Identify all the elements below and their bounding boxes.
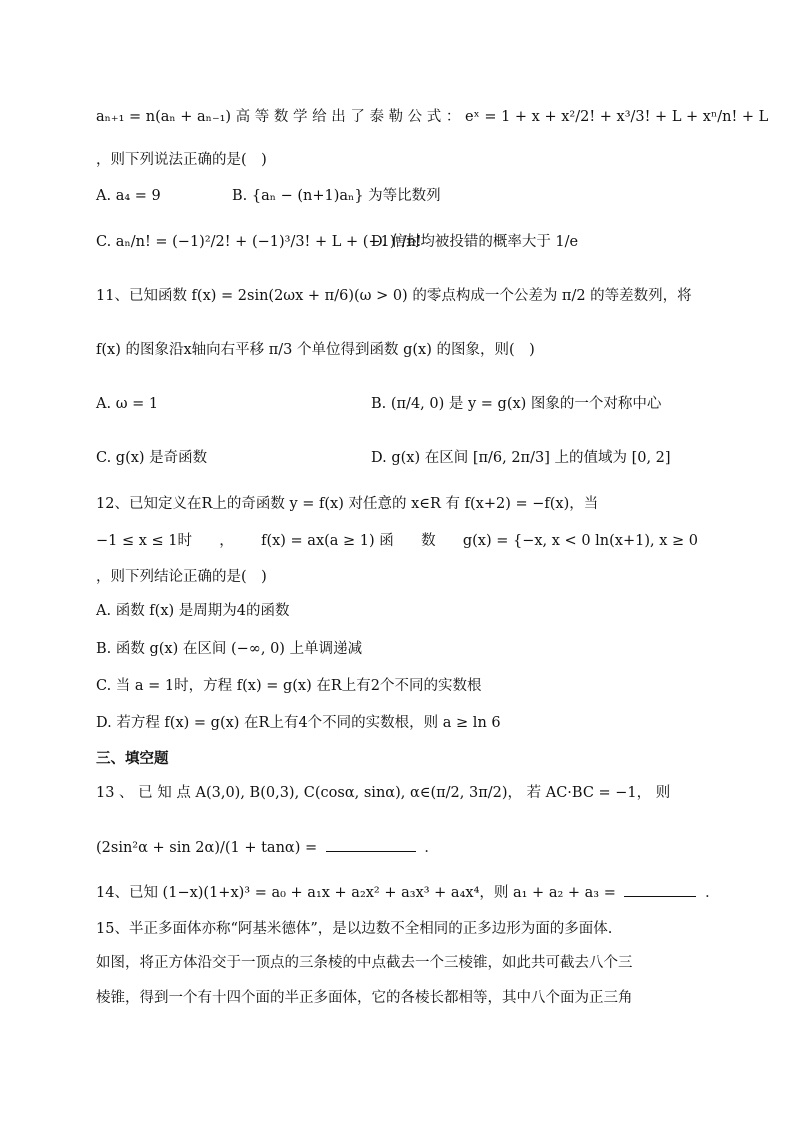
q12-condition: −1 ≤ x ≤ 1时 xyxy=(96,533,193,549)
q14-answer-blank[interactable] xyxy=(624,882,696,897)
q11-option-b: B. (π/4, 0) 是 y = g(x) 图象的一个对称中心 xyxy=(371,396,662,412)
question-12-line-2 xyxy=(96,530,698,552)
q12-option-a: A. 函数 f(x) 是周期为4的函数 xyxy=(96,603,290,619)
question-12-prompt: ，则下列结论正确的是( ) xyxy=(96,569,267,585)
q11-option-d: D. g(x) 在区间 [π/6, 2π/3] 上的值域为 [0, 2] xyxy=(371,450,671,466)
question-11-line-1: 11、已知函数 f(x) = 2sin(2ωx + π/6)(ω > 0) 的零点构成一个公差为 π/2 的等差数列，将 xyxy=(96,288,692,304)
text-line-question-prompt: ，则下列说法正确的是( ) xyxy=(96,152,267,168)
section-heading-fill-in: 三、填空题 xyxy=(96,751,169,767)
q13-expression: (2sin²α + sin 2α)/(1 + tanα) = xyxy=(96,840,318,856)
option-a: A. a₄ = 9 xyxy=(96,188,161,204)
q12-option-b: B. 函数 g(x) 在区间 (−∞, 0) 上单调递减 xyxy=(96,641,363,657)
question-15-line-1: 15、半正多面体亦称“阿基米德体”，是以边数不全相同的正多边形为面的多面体. xyxy=(96,921,613,937)
option-d: D. 信封均被投错的概率大于 1/e xyxy=(371,234,579,250)
question-14-line xyxy=(96,882,720,904)
question-13-line-2 xyxy=(96,837,698,859)
question-15-line-3: 棱锥，得到一个有十四个面的半正多面体，它的各棱长都相等，其中八个面为正三角 xyxy=(96,990,633,1006)
question-15-line-2: 如图，将正方体沿交于一顶点的三条棱的中点截去一个三棱锥，如此共可截去八个三 xyxy=(96,955,633,971)
q11-option-a: A. ω = 1 xyxy=(96,396,159,412)
q12-comma: ， xyxy=(219,533,234,549)
option-b: B. {aₙ − (n+1)aₙ} 为等比数列 xyxy=(232,188,441,204)
option-c: C. aₙ/n! = (−1)²/2! + (−1)³/3! + L + (−1)ⁿ/n! xyxy=(96,234,422,250)
text-line-taylor: aₙ₊₁ = n(aₙ + aₙ₋₁) 高 等 数 学 给 出 了 泰 勒 公 式 ： eˣ = 1 + x + x²/2! + x³/3! + L + xⁿ/n! + L xyxy=(96,109,769,125)
question-12-line-1: 12、已知定义在R上的奇函数 y = f(x) 对任意的 x∈R 有 f(x+2) = −f(x)，当 xyxy=(96,496,599,512)
q12-f-definition: f(x) = ax(a ≥ 1) 函 xyxy=(261,533,394,549)
q14-period: ． xyxy=(705,885,720,901)
question-13-line-1: 13 、 已 知 点 A(3,0), B(0,3), C(cosα, sinα), α∈(π/2, 3π/2)， 若 AC·BC = −1， 则 xyxy=(96,785,671,801)
q11-option-c: C. g(x) 是奇函数 xyxy=(96,450,208,466)
q13-answer-blank[interactable] xyxy=(326,837,416,852)
q14-text: 14、已知 (1−x)(1+x)³ = a₀ + a₁x + a₂x² + a₃x³ + a₄x⁴，则 a₁ + a₂ + a₃ = xyxy=(96,885,616,901)
q12-option-d: D. 若方程 f(x) = g(x) 在R上有4个不同的实数根，则 a ≥ ln 6 xyxy=(96,715,501,731)
q13-period: ． xyxy=(424,840,439,856)
question-11-line-2: f(x) 的图象沿x轴向右平移 π/3 个单位得到函数 g(x) 的图象，则( ) xyxy=(96,342,535,358)
q12-option-c: C. 当 a = 1时，方程 f(x) = g(x) 在R上有2个不同的实数根 xyxy=(96,678,482,694)
q12-g-definition: g(x) = {−x, x < 0 ln(x+1), x ≥ 0 xyxy=(462,533,698,549)
q12-word: 数 xyxy=(421,533,436,549)
